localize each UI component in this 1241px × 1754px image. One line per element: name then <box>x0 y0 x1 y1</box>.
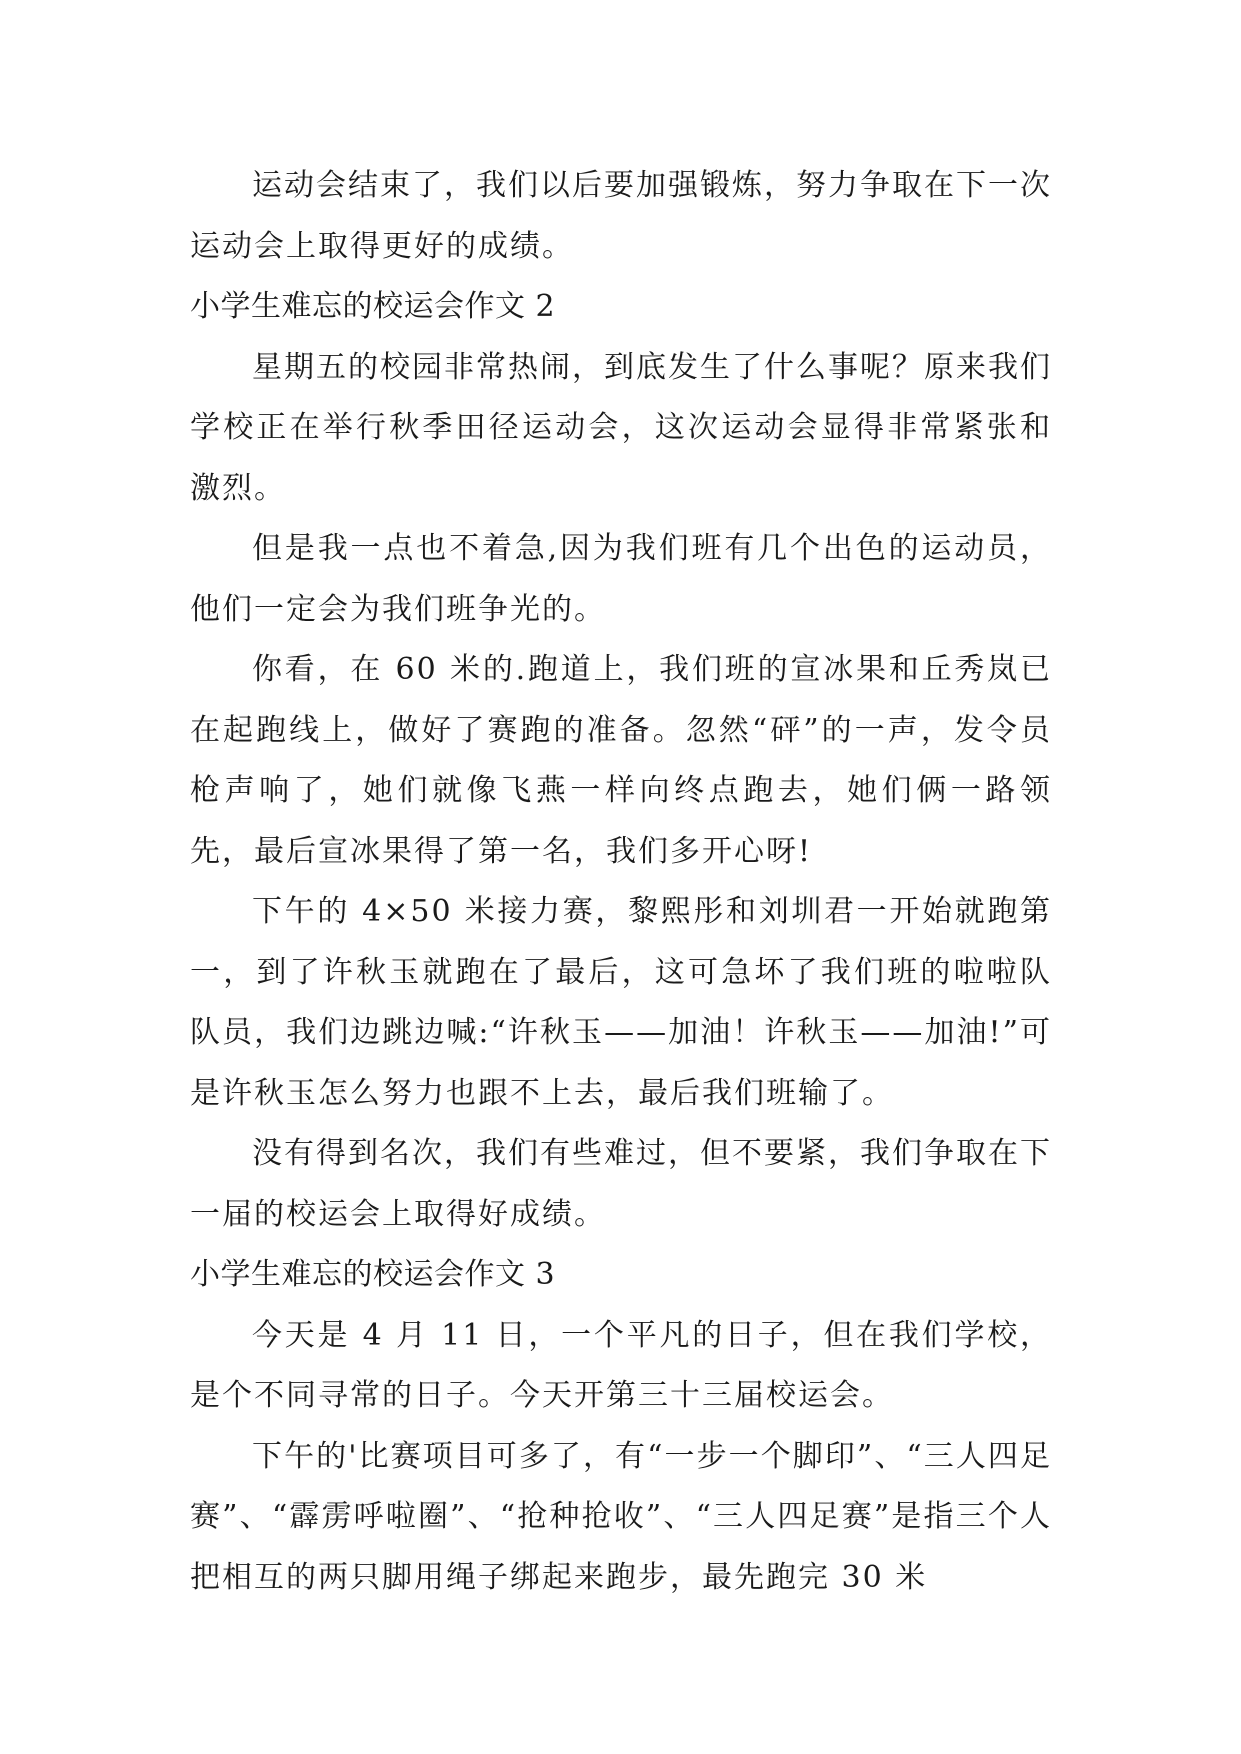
paragraph: 下午的'比赛项目可多了，有“一步一个脚印”、“三人四足赛”、“霹雳呼啦圈”、“抢种抢收”、“三人四足赛”是指三个人把相互的两只脚用绳子绑起来跑步，最先跑完 30 米 <box>190 1438 1052 1595</box>
paragraph: 没有得到名次，我们有些难过，但不要紧，我们争取在下一届的校运会上取得好成绩。 <box>190 1136 1052 1232</box>
paragraph: 但是我一点也不着急,因为我们班有几个出色的运动员，他们一定会为我们班争光的。 <box>190 531 1052 627</box>
paragraph: 运动会结束了，我们以后要加强锻炼，努力争取在下一次运动会上取得更好的成绩。 <box>190 168 1052 264</box>
paragraph: 你看，在 60 米的.跑道上，我们班的宣冰果和丘秀岚已在起跑线上，做好了赛跑的准备。忽然“砰”的一声，发令员枪声响了，她们就像飞燕一样向终点跑去，她们俩一路领先，最后宣冰果得了第一名，我们多开心呀! <box>190 652 1052 869</box>
document-page <box>190 156 1052 1608</box>
section-heading: 小学生难忘的校运会作文 2 <box>190 289 556 324</box>
paragraph: 下午的 4×50 米接力赛，黎熙彤和刘圳君一开始就跑第一，到了许秋玉就跑在了最后，这可急坏了我们班的啦啦队队员，我们边跳边喊:“许秋玉——加油！许秋玉——加油!”可是许秋玉怎么努力也跟不上去，最后我们班输了。 <box>190 894 1052 1111</box>
paragraph: 今天是 4 月 11 日，一个平凡的日子，但在我们学校，是个不同寻常的日子。今天开第三十三届校运会。 <box>190 1317 1052 1413</box>
paragraph: 星期五的校园非常热闹，到底发生了什么事呢？原来我们学校正在举行秋季田径运动会，这次运动会显得非常紧张和激烈。 <box>190 349 1052 506</box>
section-heading: 小学生难忘的校运会作文 3 <box>190 1257 556 1292</box>
